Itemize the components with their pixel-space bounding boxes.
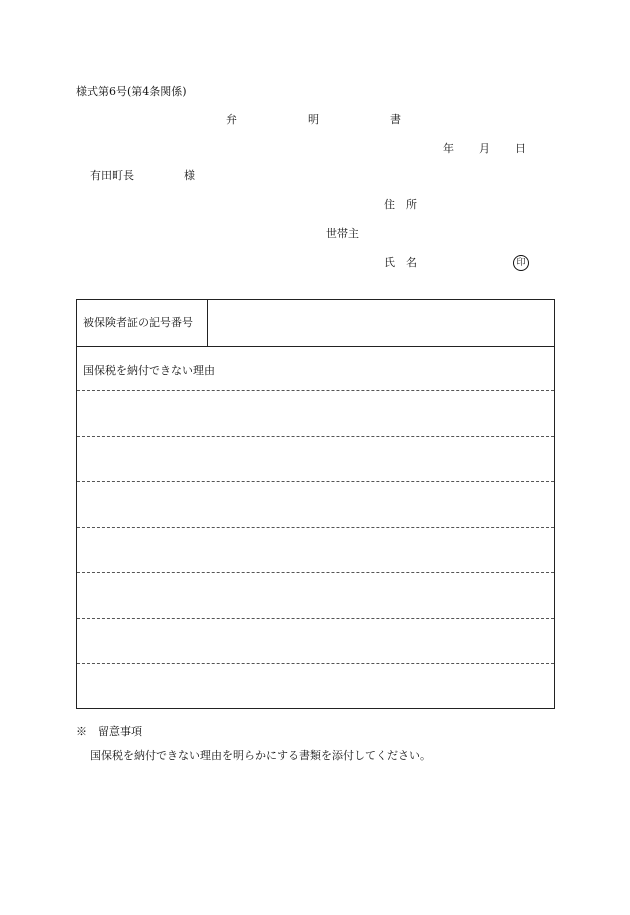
reason-line[interactable]: [77, 391, 554, 435]
form-number: 様式第6号(第4条関係): [76, 85, 187, 98]
notes-body: 国保税を納付できない理由を明らかにする書類を添付してください。: [90, 749, 431, 762]
seal-mark: 印: [513, 255, 529, 271]
title-char-2: 明: [308, 113, 319, 126]
date-month-label: 月: [479, 142, 490, 155]
addressee-name: 有田町長: [90, 169, 134, 182]
address-label: 住 所: [384, 198, 417, 211]
reason-line[interactable]: [77, 573, 554, 617]
notes-heading: ※ 留意事項: [76, 725, 142, 738]
reason-label: 国保税を納付できない理由: [83, 364, 215, 377]
household-head-label: 世帯主: [326, 227, 359, 240]
reason-line[interactable]: [77, 437, 554, 481]
insurance-card-number-field[interactable]: [209, 300, 554, 346]
insurance-card-label: 被保険者証の記号番号: [77, 300, 208, 346]
reason-line[interactable]: [77, 664, 554, 708]
reason-line[interactable]: [77, 528, 554, 572]
title-char-1: 弁: [226, 113, 237, 126]
title-char-3: 書: [390, 113, 401, 126]
date-day-label: 日: [515, 142, 526, 155]
insurance-card-row: [77, 300, 554, 347]
name-label: 氏 名: [384, 256, 417, 269]
date-year-label: 年: [443, 142, 454, 155]
reason-line[interactable]: [77, 619, 554, 663]
form-table: [76, 299, 555, 709]
addressee-honorific: 様: [184, 169, 195, 182]
reason-line[interactable]: [77, 482, 554, 526]
